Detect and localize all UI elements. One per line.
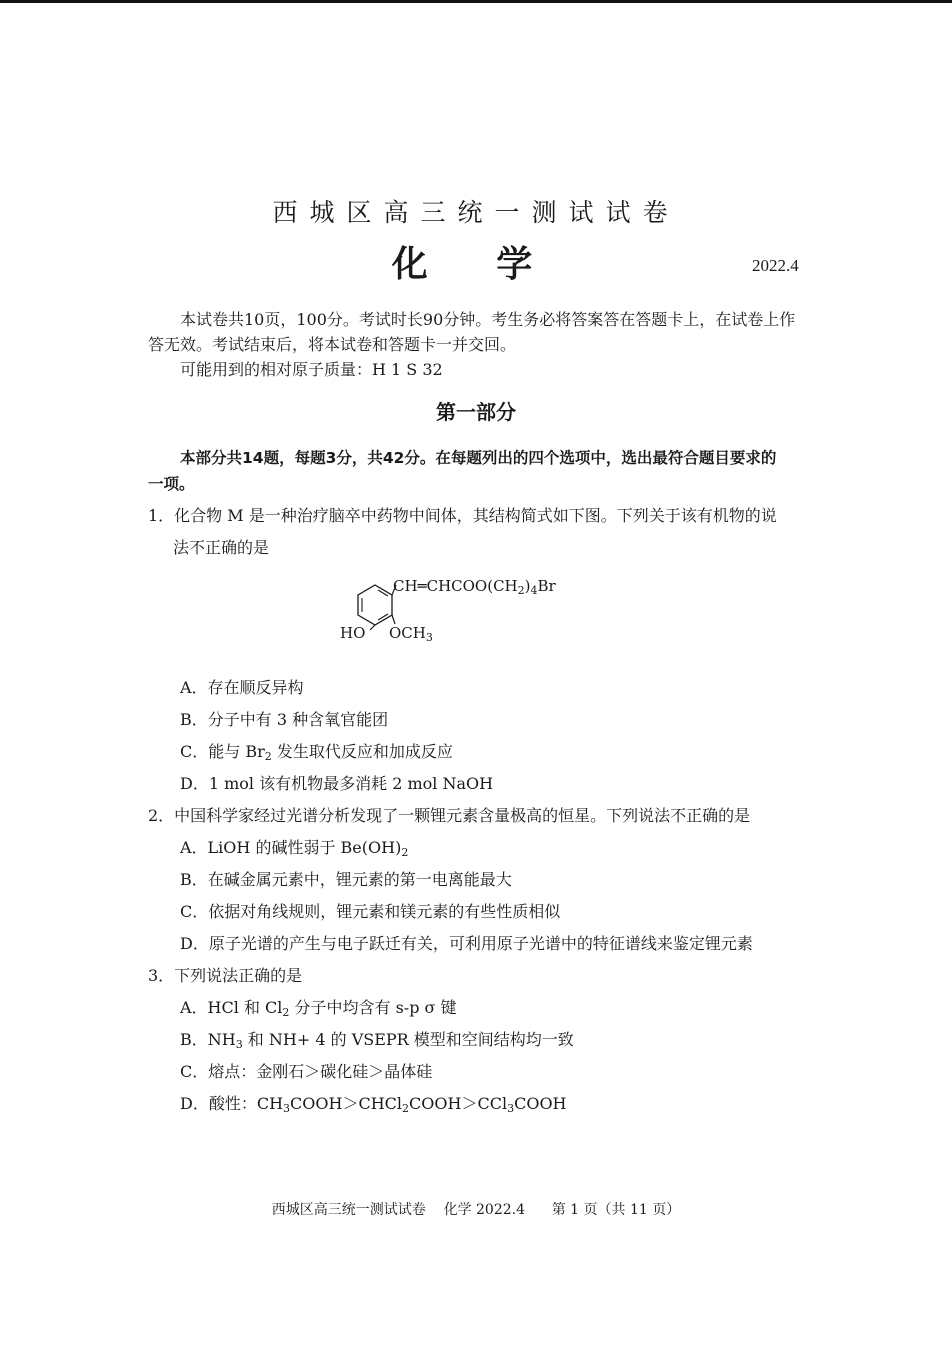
section-title: 第一部分 xyxy=(436,400,516,424)
q3-stem: 3．下列说法正确的是 xyxy=(148,966,303,985)
q2-option-d: D．原子光谱的产生与电子跃迁有关，可利用原子光谱中的特征谱线来鉴定锂元素 xyxy=(180,934,753,953)
q1-stem-line-1: 1．化合物 M 是一种治疗脑卒中药物中间体，其结构简式如下图。下列关于该有机物的说 xyxy=(148,506,777,525)
instructions-line-1: 本试卷共10页，100分。考试时长90分钟。考生务必将答案答在答题卡上，在试卷上作 xyxy=(180,310,796,329)
q1-option-d: D．1 mol 该有机物最多消耗 2 mol NaOH xyxy=(180,774,494,793)
section-description-line-1: 本部分共14题，每题3分，共42分。在每题列出的四个选项中，选出最符合题目要求的 xyxy=(180,449,777,467)
q1-structure-formula xyxy=(340,568,580,652)
q1-option-a: A．存在顺反异构 xyxy=(180,678,304,697)
instructions-line-2: 答无效。考试结束后，将本试卷和答题卡一并交回。 xyxy=(148,335,517,354)
subject-title: 化 学 xyxy=(391,243,561,285)
q1-stem-line-2: 法不正确的是 xyxy=(173,538,270,557)
q3-option-d: D．酸性：$CH_3COOH>CHCl_2COOH>CCl_3COOH$ xyxy=(180,1094,567,1115)
instructions-line-3: 可能用到的相对原子质量：H 1 S 32 xyxy=(180,360,443,379)
q3-option-c: C．熔点：金刚石＞碳化硅＞晶体硅 xyxy=(180,1062,433,1081)
q2-option-c: C．依据对角线规则，锂元素和镁元素的有些性质相似 xyxy=(180,902,561,921)
section-description-line-2: 一项。 xyxy=(148,475,195,493)
page-footer: 西城区高三统一测试试卷 化学 2022.4 第 1 页（共 11 页） xyxy=(271,1202,681,1218)
q3-option-b: B．$NH_3$ 和 NH+ 4 的 VSEPR 模型和空间结构均一致 xyxy=(180,1030,574,1051)
q2-option-a: A．LiOH 的碱性弱于 $Be(OH)_2$ xyxy=(180,838,409,859)
q3-option-a: A．HCl 和 $Cl_2$ 分子中均含有 s-p σ 键 xyxy=(180,998,457,1019)
q2-option-b: B．在碱金属元素中，锂元素的第一电离能最大 xyxy=(180,870,512,889)
q2-stem: 2．中国科学家经过光谱分析发现了一颗锂元素含量极高的恒星。下列说法不正确的是 xyxy=(148,806,751,825)
hydroxyl-label: HO xyxy=(340,624,366,642)
side-chain-label: $CH═CHCOO(CH_2)_4Br$ xyxy=(393,577,556,597)
exam-date: 2022.4 xyxy=(752,256,799,275)
q1-option-c: C．能与 $Br_2$ 发生取代反应和加成反应 xyxy=(180,742,453,763)
exam-title: 西城区高三统一测试试卷 xyxy=(272,198,680,227)
q1-option-b: B．分子中有 3 种含氧官能团 xyxy=(180,710,389,729)
top-border xyxy=(0,0,952,3)
methoxy-label: $OCH_3$ xyxy=(389,624,433,644)
